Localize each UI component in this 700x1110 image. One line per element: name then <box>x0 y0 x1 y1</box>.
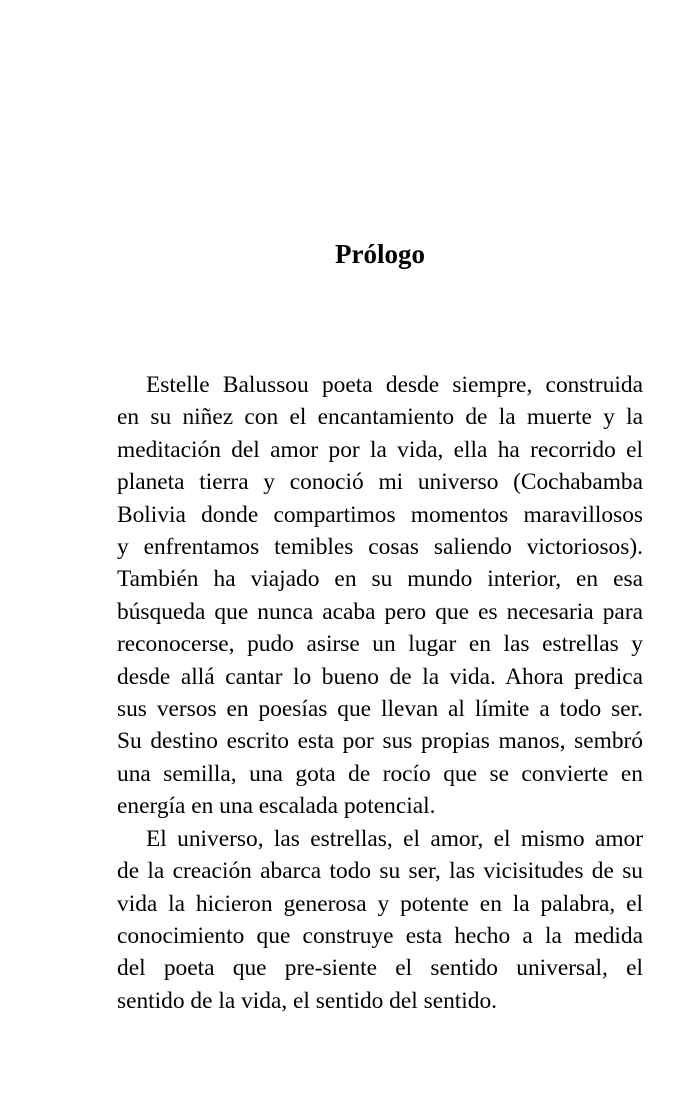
text-line: y enfrentamos temibles cosas saliendo victoriosos). <box>117 534 643 561</box>
paragraph-1 <box>117 369 643 823</box>
text-line: planeta tierra y conoció mi universo (Cochabamba <box>117 469 643 496</box>
page-title: Prólogo <box>335 239 425 269</box>
text-line: El universo, las estrellas, el amor, el mismo amor <box>146 825 643 852</box>
paragraph-2 <box>117 823 643 1017</box>
text-line: sus versos en poesías que llevan al límite a todo ser. <box>117 696 643 723</box>
text-line: Su destino escrito esta por sus propias manos, sembró <box>117 728 643 755</box>
text-line: reconocerse, pudo asirse un lugar en las estrellas y <box>117 631 643 658</box>
text-line: Bolivia donde compartimos momentos maravillosos <box>117 501 643 528</box>
text-line: del poeta que pre-siente el sentido universal, el <box>117 955 643 982</box>
text-line: de la creación abarca todo su ser, las vicisitudes de su <box>117 858 643 885</box>
text-line: conocimiento que construye esta hecho a la medida <box>117 922 643 949</box>
text-line: en su niñez con el encantamiento de la muerte y la <box>117 404 643 431</box>
text-line: Estelle Balussou poeta desde siempre, construida <box>146 372 643 398</box>
text-line: búsqueda que nunca acaba pero que es necesaria para <box>117 598 643 625</box>
text-line: desde allá cantar lo bueno de la vida. Ahora predica <box>117 663 643 690</box>
text-line: vida la hicieron generosa y potente en la palabra, el <box>117 890 643 917</box>
text-line: una semilla, una gota de rocío que se convierte en <box>117 760 643 787</box>
text-line: meditación del amor por la vida, ella ha recorrido el <box>117 436 643 463</box>
prologue-body <box>117 369 643 1017</box>
text-line: energía en una escalada potencial. <box>117 793 436 820</box>
text-line: sentido de la vida, el sentido del sentido. <box>117 987 498 1014</box>
text-line: También ha viajado en su mundo interior, en esa <box>117 566 643 593</box>
